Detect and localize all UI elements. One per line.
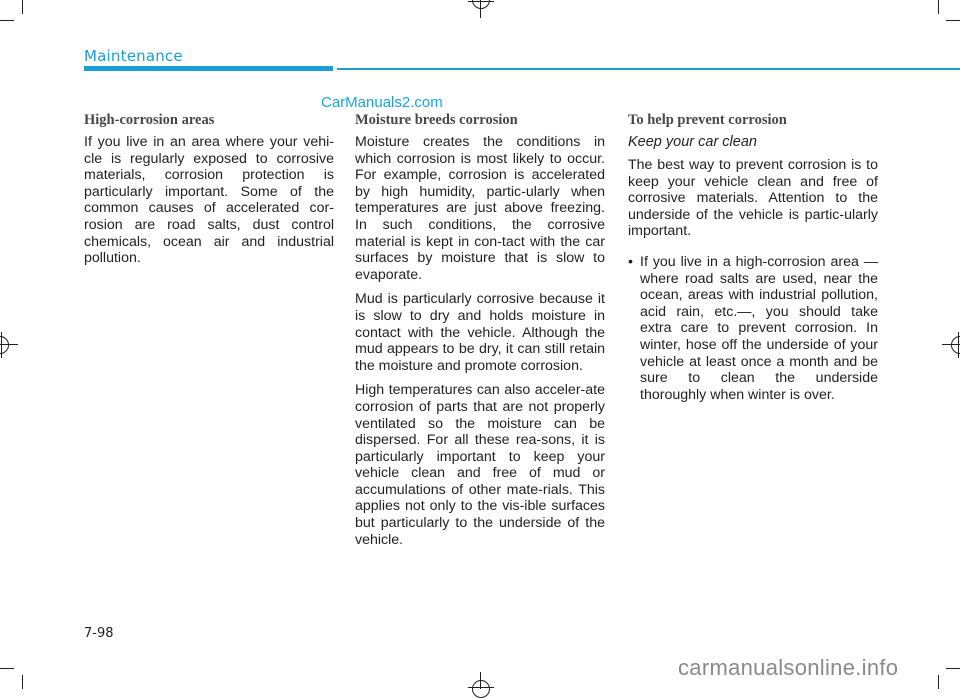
header-rule-thick: [84, 66, 333, 71]
registration-mark-top-h: [468, 1, 494, 2]
page-number: 7-98: [84, 626, 114, 641]
crop-mark-top-left-v: [22, 0, 23, 14]
paragraph: Moisture creates the conditions in which corrosion is most likely to occur. For example, corrosion is accelerated by high humidity, partic-ularly when temperatures are just above freezing. In such conditions, the corrosive material is kept in con-tact with the car surfaces by moisture that is slow to evaporate.: [355, 134, 605, 283]
watermark-top: CarManuals2.com: [321, 94, 443, 111]
crop-mark-bottom-left-h: [0, 668, 14, 669]
column-moisture-breeds-corrosion: [355, 112, 605, 556]
paragraph: If you live in an area where your vehi-cle is regularly exposed to corrosive materials, corrosion protection is particularly important. Some of the common causes of accelerated cor-rosion are road salts, dust control chemicals, ocean air and industrial pollution.: [84, 134, 334, 267]
registration-mark-bottom: [472, 680, 490, 698]
column-prevent-corrosion: [628, 112, 878, 411]
registration-mark-right-v: [958, 332, 959, 358]
section-title: Maintenance: [84, 47, 183, 65]
crop-mark-top-left-h: [0, 20, 14, 21]
heading-moisture-breeds-corrosion: Moisture breeds corrosion: [355, 112, 518, 128]
heading-prevent-corrosion: To help prevent corrosion: [628, 112, 787, 128]
bullet-item: [628, 254, 878, 403]
subheading-keep-car-clean: Keep your car clean: [628, 134, 757, 150]
registration-mark-left-h: [0, 344, 18, 345]
crop-mark-bottom-left-v: [22, 675, 23, 689]
registration-mark-bottom-h: [468, 687, 494, 688]
crop-mark-top-right-v: [938, 0, 939, 14]
crop-mark-bottom-right-h: [946, 668, 960, 669]
crop-mark-top-right-h: [946, 20, 960, 21]
footer-watermark: carmanualsonline.info: [678, 655, 899, 680]
header-rule-thin: [337, 68, 960, 70]
bullet-dot: •: [628, 253, 633, 270]
heading-high-corrosion-areas: High-corrosion areas: [84, 112, 215, 128]
paragraph: The best way to prevent corrosion is to keep your vehicle clean and free of corrosive materials. Attention to the underside of the vehicle is partic-ularly important.: [628, 157, 878, 240]
crop-mark-bottom-right-v: [938, 675, 939, 689]
registration-mark-top-v: [480, 0, 481, 18]
paragraph: Mud is particularly corrosive because it is slow to dry and holds moisture in contact with the vehicle. Although the mud appears to be dry, it can still retain the moisture and promote corrosion.: [355, 291, 605, 374]
bullet-text: If you live in a high-corrosion area — where road salts are used, near the ocean, areas with industrial pollution, acid rain, etc.—, you should take extra care to prevent corrosion. In winter, hose off the underside of your vehicle at least once a month and be sure to clean the underside thoroughly when winter is over.: [640, 253, 878, 403]
paragraph: High temperatures can also acceler-ate corrosion of parts that are not properly ventilated so the moisture can be dispersed. For all these rea-sons, it is particularly important to keep your vehicle clean and free of mud or accumulations of other mate-rials. This applies not only to the vis-ible surfaces but particularly to the underside of the vehicle.: [355, 382, 605, 548]
column-high-corrosion-areas: [84, 112, 334, 275]
registration-mark-left-v: [1, 332, 2, 358]
